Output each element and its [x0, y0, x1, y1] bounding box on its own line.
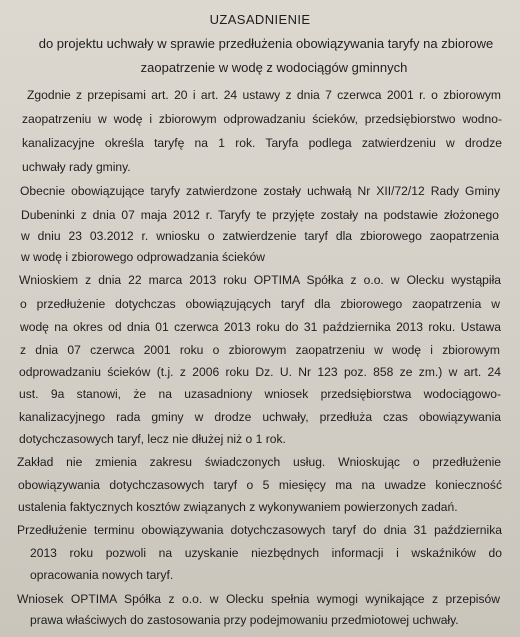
body-line: Dubeninki z dnia 07 maja 2012 r. Taryfy te przyjęte zostały na podstawie złożonego — [21, 208, 499, 222]
body-line: Zgodnie z przepisami art. 20 i art. 24 ustawy z dnia 7 czerwca 2001 r. o zbiorowym — [27, 88, 501, 102]
body-line: o przedłużenie dotychczas obowiązujących taryf dla zbiorowego zaopatrzenia w — [20, 297, 500, 311]
body-line: Obecnie obowiązujące taryfy zatwierdzone zostały uchwałą Nr XII/72/12 Rady Gminy — [20, 184, 500, 198]
body-line: obowiązywania dotychczasowych taryf o 5 miesięcy ma na uwadze konieczność — [18, 478, 502, 492]
body-line: w dniu 23 03.2012 r. wniosku o zatwierdzenie taryf dla zbiorowego zaopatrzenia — [21, 229, 499, 243]
document-subtitle-line: do projektu uchwały w sprawie przedłużenia obowiązywania taryfy na zbiorowe — [38, 36, 494, 51]
document-subtitle-line: zaopatrzenie w wodę z wodociągów gminnych — [140, 60, 408, 75]
body-line: ustalenia faktycznych kosztów związanych z wykonywaniem powierzonych zadań. — [18, 500, 458, 514]
body-line: 2013 roku pozwoli na uzyskanie niezbędnych informacji i wskaźników do — [30, 546, 502, 560]
body-line: prawa właściwych do zastosowania przy podejmowaniu przedmiotowej uchwały. — [30, 613, 459, 627]
body-line: kanalizacyjne określa taryfę na 1 rok. Taryfa podlega zatwierdzeniu w drodze — [22, 136, 502, 150]
body-line: ust. 9a stanowi, że na uzasadniony wniosek przedsiębiorstwa wodociągowo- — [19, 387, 501, 401]
body-line: Wniosek OPTIMA Spółka z o.o. w Olecku spełnia wymogi wynikające z przepisów — [17, 592, 500, 606]
body-line: wodę na okres od dnia 01 czerwca 2013 roku do 31 października 2013 roku. Ustawa — [20, 320, 501, 334]
body-line: kanalizacyjnego rada gminy w drodze uchwały, przedłuża czas obowiązywania — [19, 410, 501, 424]
body-line: w wodę i zbiorowego odprowadzania ścieków — [21, 250, 266, 264]
body-line: odprowadzaniu ścieków (t.j. z 2006 roku Dz. U. Nr 123 poz. 858 ze zm.) w art. 24 — [19, 365, 501, 379]
body-line: z dnia 07 czerwca 2001 roku o zbiorowym zaopatrzeniu w wodę i zbiorowym — [20, 343, 500, 357]
body-line: opracowania nowych taryf. — [30, 568, 174, 582]
body-line: Przedłużenie terminu obowiązywania dotychczasowych taryf do dnia 31 października — [17, 523, 502, 537]
body-line: Zakład nie zmienia zakresu świadczonych usług. Wnioskując o przedłużenie — [17, 455, 501, 469]
body-line: uchwały rady gminy. — [22, 160, 131, 174]
body-line: Wnioskiem z dnia 22 marca 2013 roku OPTIMA Spółka z o.o. w Olecku wystąpiła — [19, 273, 501, 287]
document-title: UZASADNIENIE — [209, 12, 311, 27]
body-line: zaopatrzeniu w wodę i zbiorowym odprowadzaniu ścieków, przedsiębiorstwo wodno- — [22, 112, 502, 126]
body-line: dotychczasowych taryf, lecz nie dłużej niż o 1 rok. — [19, 432, 286, 446]
